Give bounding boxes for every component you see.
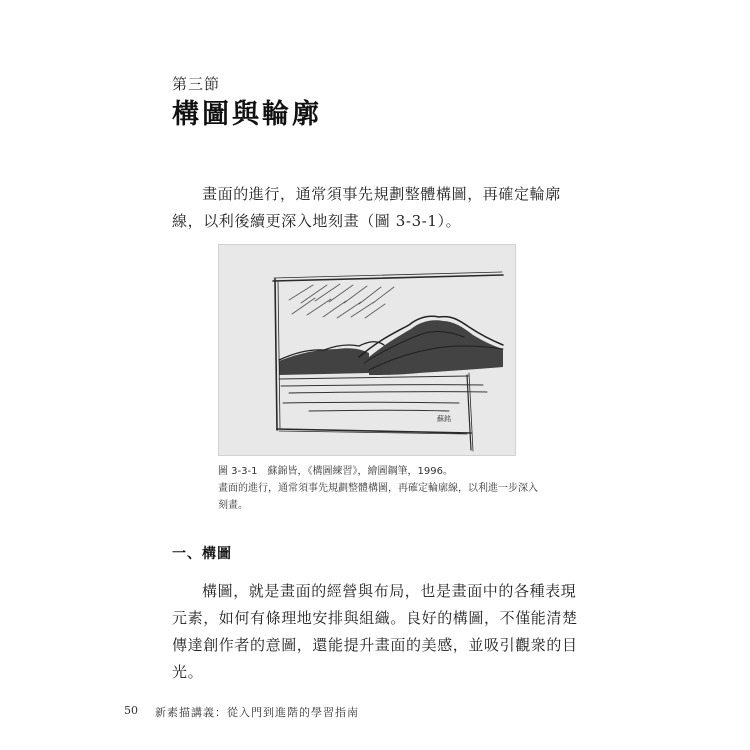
sketch-drawing: [219, 245, 516, 456]
page-number: 50: [124, 704, 138, 717]
section-label: 第三節: [172, 75, 221, 93]
signature: [437, 414, 451, 423]
sketch-water: [279, 376, 487, 411]
figure-sketch: [218, 244, 516, 456]
signature-text: 蘇銘: [437, 415, 451, 423]
section-title: 構圖與輪廓: [172, 99, 322, 130]
sky-hatching: [289, 284, 394, 318]
running-title: 新素描講義：從入門到進階的學習指南: [155, 706, 359, 719]
caption-text: 畫面的進行，通常須事先規劃整體構圖，再確定輪廓線，以利進一步深入刻畫。: [218, 483, 538, 511]
mountain-shading: [279, 320, 503, 375]
caption-line-1: [218, 463, 538, 480]
subsection-paragraph: 構圖，就是畫面的經營與布局，也是畫面中的各種表現元素，如何有條理地安排與組織。良好的構圖，不僅能清楚傳達創作者的意圖，還能提升畫面的美感，並吸引觀衆的目光。: [172, 582, 578, 681]
subsection-heading: 一、構圖: [172, 546, 232, 562]
intro-paragraph: 畫面的進行，通常須事先規劃整體構圖，再確定輪廓線，以利後續更深入地刻畫（圖 3-3-1）。: [172, 185, 561, 230]
caption-credit: 蘇錦皆，《構圖練習》，繪圖鋼筆，1996。: [267, 466, 453, 477]
figure-caption: [218, 463, 538, 514]
caption-label: 圖 3-3-1: [218, 466, 258, 477]
